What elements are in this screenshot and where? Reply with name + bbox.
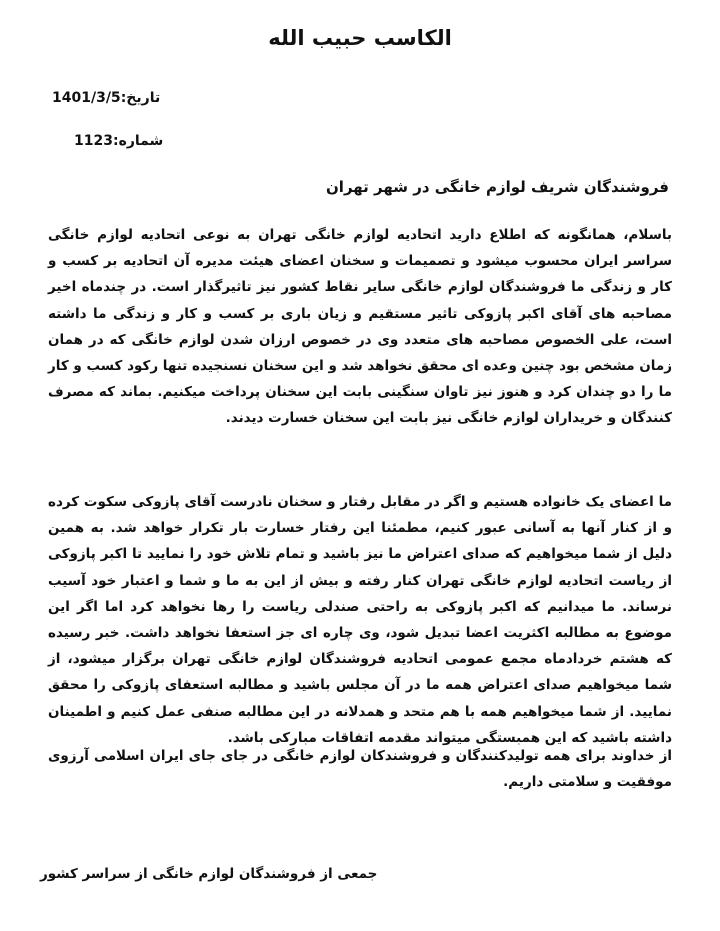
letter-title: الکاسب حبیب الله [268, 26, 452, 50]
closing-paragraph: از خداوند برای همه تولیدکنندگان و فروشندکان لوازم خانگی در جای جای ایران اسلامی آرزوی موفقیت و سلامتی داریم. [48, 748, 672, 791]
body-paragraph-1: باسلام، همانگونه که اطلاع دارید اتحادیه لوازم خانگی تهران به نوعی اتحادیه لوازم خانگی سراسر ایران محسوب میشود و تصمیمات و سخنان اعضای هیئت مدیره آن اتحادیه بر کسب و کار و زندگی ما فروشندگان لوازم خانگی سایر نقاط کشور نیز تاثیرگذار است. در چندماه اخیر مصاحبه های آقای اکبر پازوکی تاثیر مستقیم و زیان باری بر کسب و کار و زندگی ما داشته است، علی الخصوص مصاحبه های متعدد وی در خصوص ارزان شدن لوازم خانگی که در همان زمان مشخص بود چنین وعده ای محقق نخواهد شد و این سخنان نسنجیده تنها رکود کسب و کار ما را دو چندان کرد و هنوز نیز تاوان سنگینی بابت این سخنان پرداخت میکنیم. بماند که مصرف کنندگان و خریداران لوازم خانگی نیز بابت این سخنان خسارت دیدند. [48, 227, 672, 427]
number-line [74, 133, 163, 149]
date-value: 1401/3/5 [52, 90, 121, 106]
body-paragraph-2: ما اعضای یک خانواده هستیم و اگر در مقابل رفتار و سخنان نادرست آقای پازوکی سکوت کرده و از کنار آنها به آسانی عبور کنیم، مطمئنا این رفتار خسارت بار تکرار خواهد شد. به همین دلیل از شما میخواهیم که صدای اعتراض ما نیز باشید و تمام تلاش خود را نمایید تا اکبر پازوکی از ریاست اتحادیه لوازم خانگی تهران کنار رفته و بیش از این به ما و شما و اعتبار خود آسیب نرساند. ما میدانیم که اکبر پازوکی به راحتی صندلی ریاست را رها نخواهد کرد اما اگر این موضوع به مطالبه اکثریت اعضا تبدیل شود، وی چاره ای جز استعفا نخواهد داشت. خبر رسیده که هشتم خردادماه مجمع عمومی اتحادیه فروشندگان لوازم خانگی تهران برگزار میشود، از شما میخواهیم صدای اعتراض همه ما در آن مجلس باشید و مطالبه استعفای پازوکی را محقق نمایید. از شما میخواهیم همه با هم متحد و همدلانه در این مطالبه صنفی عمل کنیم و اطمینان داشته باشید که این همبستگی میتواند مقدمه اتفاقات مبارکی باشد. [48, 494, 672, 746]
signature: جمعی از فروشندگان لوازم خانگی از سراسر کشور [40, 866, 378, 882]
date-line [52, 90, 160, 106]
date-label: تاریخ: [120, 90, 161, 106]
salutation: فروشندگان شریف لوازم خانگی در شهر تهران [326, 178, 669, 196]
number-value: 1123 [74, 133, 113, 149]
number-label: شماره: [112, 133, 164, 149]
